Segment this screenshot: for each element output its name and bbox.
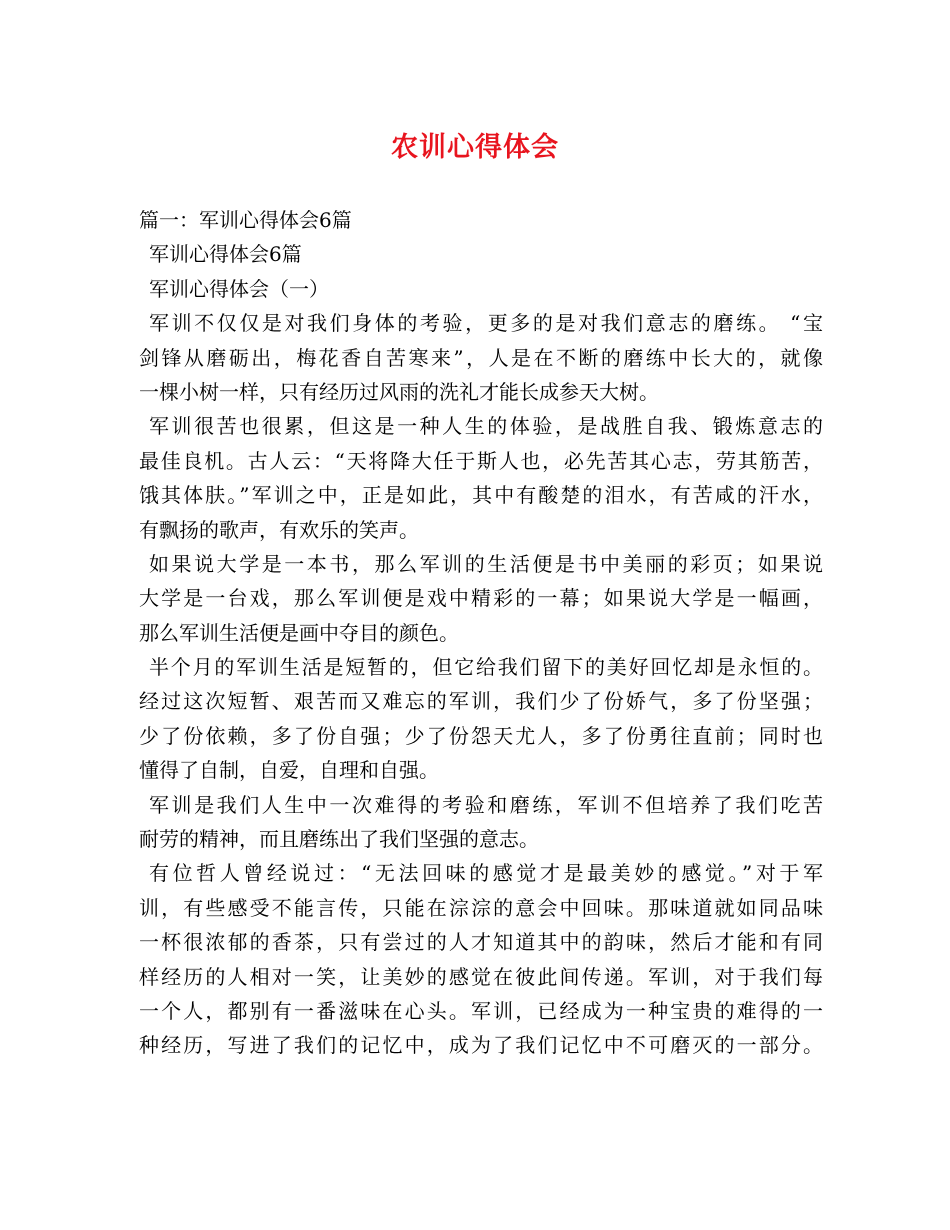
text-line: 耐劳的精神，而且磨练出了我们坚强的意志。 bbox=[139, 827, 539, 852]
document-title: 农训心得体会 bbox=[391, 132, 559, 163]
text-line: 有位哲人曾经说过：“无法回味的感觉才是最美妙的感觉。”对于军 bbox=[149, 861, 823, 886]
text-line: 大学是一台戏，那么军训便是戏中精彩的一幕；如果说大学是一幅画， bbox=[139, 586, 823, 611]
text-line: 军训很苦也很累，但这是一种人生的体验，是战胜自我、锻炼意志的 bbox=[149, 414, 823, 439]
text-line: 一棵小树一样，只有经历过风雨的洗礼才能长成参天大树。 bbox=[139, 379, 659, 404]
text-line: 剑锋从磨砺出，梅花香自苦寒来”，人是在不断的磨练中长大的，就像 bbox=[139, 345, 823, 370]
document-body bbox=[139, 203, 823, 1063]
text-line: 那么军训生活便是画中夺目的颜色。 bbox=[139, 620, 459, 645]
text-line: 军训心得体会6篇 bbox=[149, 242, 302, 267]
text-line: 训，有些感受不能言传，只能在淙淙的意会中回味。那味道就如同品味 bbox=[139, 895, 823, 920]
text-line: 篇一：军训心得体会6篇 bbox=[139, 208, 352, 232]
text-line: 样经历的人相对一笑，让美妙的感觉在彼此间传递。军训，对于我们每 bbox=[139, 964, 823, 989]
text-line: 军训是我们人生中一次难得的考验和磨练，军训不但培养了我们吃苦 bbox=[149, 792, 823, 817]
text-line: 有飘扬的歌声，有欢乐的笑声。 bbox=[139, 517, 419, 542]
text-line: 一杯很浓郁的香茶，只有尝过的人才知道其中的韵味，然后才能和有同 bbox=[139, 930, 823, 955]
text-line: 饿其体肤。”军训之中，正是如此，其中有酸楚的泪水，有苦咸的汗水， bbox=[139, 483, 823, 508]
text-line: 军训不仅仅是对我们身体的考验，更多的是对我们意志的磨练。 “宝 bbox=[149, 311, 823, 336]
text-line: 如果说大学是一本书，那么军训的生活便是书中美丽的彩页；如果说 bbox=[149, 551, 823, 576]
text-line: 少了份依赖，多了份自强；少了份怨天尤人，多了份勇往直前；同时也 bbox=[139, 723, 823, 748]
text-line: 经过这次短暂、艰苦而又难忘的军训，我们少了份娇气，多了份坚强； bbox=[139, 689, 823, 714]
text-line: 军训心得体会（一） bbox=[149, 276, 329, 301]
text-line: 懂得了自制，自爱，自理和自强。 bbox=[139, 758, 439, 783]
text-line: 半个月的军训生活是短暂的，但它给我们留下的美好回忆却是永恒的。 bbox=[149, 655, 823, 680]
text-line: 一个人，都别有一番滋味在心头。军训，已经成为一种宝贵的难得的一 bbox=[139, 998, 823, 1023]
text-line: 最佳良机。古人云：“天将降大任于斯人也，必先苦其心志，劳其筋苦， bbox=[139, 448, 823, 473]
text-line: 种经历，写进了我们的记忆中，成为了我们记忆中不可磨灭的一部分。 bbox=[139, 1033, 823, 1058]
